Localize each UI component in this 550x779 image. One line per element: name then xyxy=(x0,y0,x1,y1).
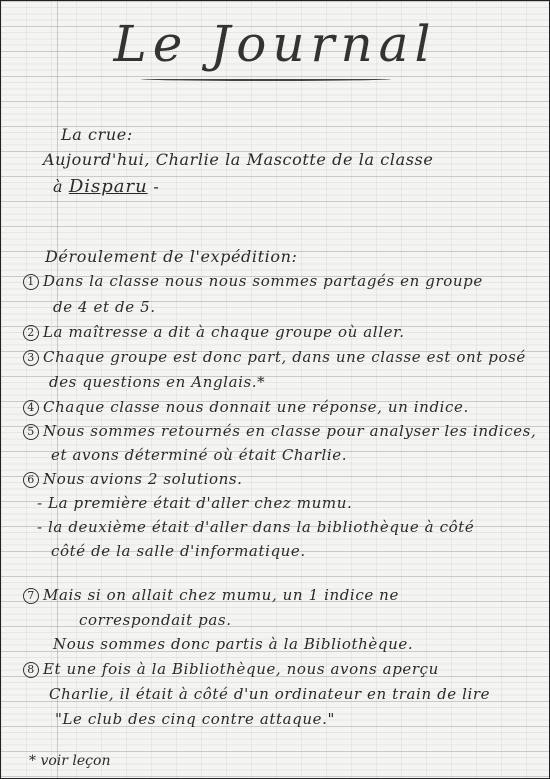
section-heading: Déroulement de l'expédition: xyxy=(45,247,298,266)
item-line: Nous sommes donc partis à la Bibliothèque. xyxy=(53,635,414,653)
item-line: Mais si on allait chez mumu, un 1 indice ne xyxy=(43,586,399,604)
item-line: La maîtresse a dit à chaque groupe où aller. xyxy=(43,323,405,341)
title-underline xyxy=(141,77,391,81)
item-line: des questions en Anglais.* xyxy=(49,373,266,391)
item-line: Chaque groupe est donc part, dans une classe est ont posé xyxy=(43,348,526,366)
list-item xyxy=(23,585,399,605)
item-line: Charlie, il était à côté d'un ordinateur en train de lire xyxy=(49,685,491,703)
intro-line-2 xyxy=(53,177,159,197)
item-line: Chaque classe nous donnait une réponse, un indice. xyxy=(43,398,469,416)
item-number: 8 xyxy=(23,662,39,678)
item-number: 2 xyxy=(23,325,39,341)
item-line: - La première était d'aller chez mumu. xyxy=(37,494,353,512)
item-number: 4 xyxy=(23,400,39,416)
item-line: Dans la classe nous nous sommes partagés en groupe xyxy=(43,272,483,290)
item-number: 7 xyxy=(23,588,39,604)
list-item xyxy=(23,659,439,679)
footnote: * voir leçon xyxy=(29,753,111,769)
list-item xyxy=(23,397,469,417)
item-line: Nous sommes retournés en classe pour analyser les indices, xyxy=(43,422,537,440)
item-line: Nous avions 2 solutions. xyxy=(43,470,243,488)
item-line: de 4 et de 5. xyxy=(53,298,156,316)
item-number: 1 xyxy=(23,274,39,290)
intro-disappeared-word: Disparu xyxy=(68,176,148,197)
item-number: 3 xyxy=(23,350,39,366)
item-line: Et une fois à la Bibliothèque, nous avons aperçu xyxy=(43,660,439,678)
intro-line-2-prefix: à xyxy=(53,177,64,196)
list-item xyxy=(23,421,536,441)
intro-heading: La crue: xyxy=(61,125,133,144)
list-item xyxy=(23,271,483,291)
page-title: Le Journal xyxy=(113,15,437,73)
list-item xyxy=(23,469,243,489)
intro-line-1: Aujourd'hui, Charlie la Mascotte de la classe xyxy=(43,150,434,169)
item-line: "Le club des cinq contre attaque." xyxy=(55,710,335,728)
list-item xyxy=(23,347,526,367)
list-item xyxy=(23,322,405,342)
item-line: côté de la salle d'informatique. xyxy=(51,542,306,560)
intro-line-2-suffix: - xyxy=(153,177,160,196)
item-number: 6 xyxy=(23,472,39,488)
item-line: - la deuxième était d'aller dans la bibliothèque à côté xyxy=(37,518,475,536)
item-line: correspondait pas. xyxy=(79,611,232,629)
item-number: 5 xyxy=(23,424,39,440)
item-line: et avons déterminé où était Charlie. xyxy=(51,446,348,464)
